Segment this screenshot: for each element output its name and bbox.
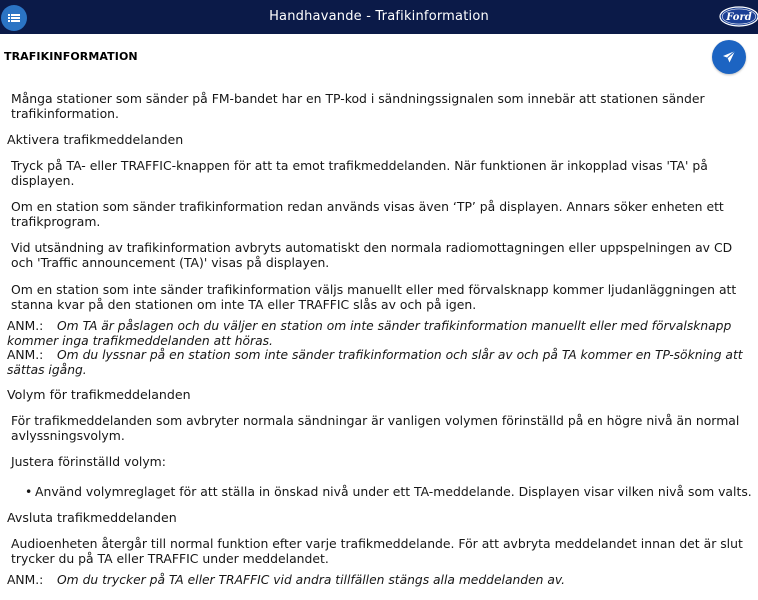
ford-logo-icon (719, 6, 758, 27)
heading-activate: Aktivera trafikmeddelanden (7, 132, 184, 147)
note-text: Om du trycker på TA eller TRAFFIC vid andra tillfällen stängs alla meddelanden av. (57, 573, 566, 587)
list-item (25, 484, 755, 499)
bullet-icon: • (25, 484, 33, 499)
activate-paragraph-1: Tryck på TA- eller TRAFFIC-knappen för att ta emot trafikmeddelanden. När funktionen är inkopplad visas 'TA' på displayen. (11, 158, 708, 188)
app-title: Handhavande - Trafikinformation (269, 9, 489, 24)
note-text: Om TA är påslagen och du väljer en station om inte sänder trafikinformation manuellt eller med förvalsknapp kommer inga trafikmeddelanden att höras. (7, 319, 732, 348)
top-bar (0, 0, 758, 34)
heading-volume: Volym för trafikmeddelanden (7, 387, 191, 402)
note-label: ANM.: (7, 348, 44, 362)
note-text: Om du lyssnar på en station som inte sänder trafikinformation och slår av och på TA kommer en TP-sökning att sättas igång. (7, 348, 743, 377)
page-title: TRAFIKINFORMATION (4, 50, 138, 63)
end-paragraph-1: Audioenheten återgår till normal funktion efter varje trafikmeddelande. För att avbryta meddelandet innan det är slut trycker du på TA eller TRAFFIC under meddelandet. (11, 536, 743, 566)
activate-paragraph-3: Vid utsändning av trafikinformation avbryts automatiskt den normala radiomottagningen eller uppspelningen av CD och 'Traffic announcement (TA)' visas på displayen. (11, 240, 733, 270)
paper-plane-icon (722, 50, 736, 64)
brand-text: Ford (726, 12, 752, 23)
note-3 (7, 573, 757, 588)
intro-paragraph: Många stationer som sänder på FM-bandet har en TP-kod i sändningssignalen som innebär att stationen sänder trafikinformation. (11, 91, 705, 121)
activate-paragraph-4: Om en station som inte sänder trafikinformation väljs manuellt eller med förvalsknapp kommer ljudanläggningen att stanna kvar på den stationen om inte TA eller TRAFFIC slås av och på igen. (11, 282, 737, 312)
volume-paragraph-2: Justera förinställd volym: (11, 454, 166, 469)
activate-paragraph-2: Om en station som sänder trafikinformation redan används visas även ‘TP’ på displayen. Annars söker enheten ett trafikprogram. (11, 199, 724, 229)
share-button[interactable] (712, 40, 746, 74)
volume-paragraph-1: För trafikmeddelanden som avbryter normala sändningar är vanligen volymen förinställd på en högre nivå än normal avlyssningsvolym. (11, 413, 740, 443)
heading-end: Avsluta trafikmeddelanden (7, 510, 177, 525)
list-item-text: Använd volymreglaget för att ställa in önskad nivå under ett TA-meddelande. Displayen visar vilken nivå som valts. (35, 484, 752, 499)
note-label: ANM.: (7, 573, 44, 587)
note-1 (7, 319, 757, 348)
note-2 (7, 348, 757, 377)
note-label: ANM.: (7, 319, 44, 333)
